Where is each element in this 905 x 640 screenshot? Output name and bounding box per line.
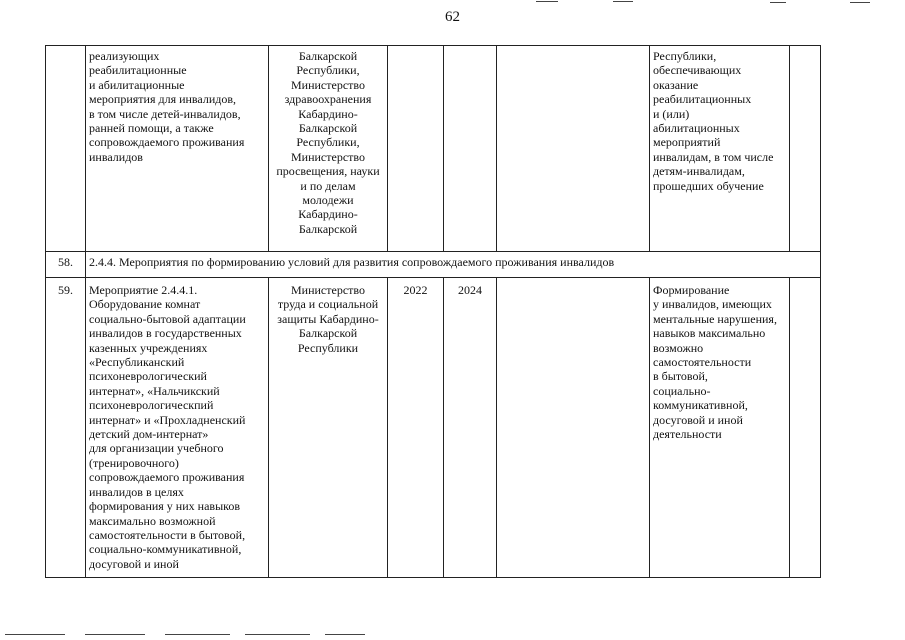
executors-cell: Балкарской Республики, Министерство здравоохранения Кабардино- Балкарской Республики, Министерство просвещения, науки и по делам молодежи Кабардино- Балкарской [269,46,388,252]
scan-mark-top-4 [850,2,870,3]
last-cell [790,46,821,252]
scan-mark-bottom-2 [85,634,145,635]
table-row-continuation [46,46,821,252]
start-year-cell: 2022 [388,278,444,578]
program-table [45,45,821,578]
scan-mark-top-2 [613,1,633,2]
event-cell: Мероприятие 2.4.4.1. Оборудование комнат социально-бытовой адаптации инвалидов в государственных казенных учреждениях «Республиканский психоневрологический интернат», «Нальчикский психоневрологическпий интернат» и «Прохладненский детский дом-интернат» для организации учебного (тренировочного) сопровождаемого проживания инвалидов в целях формирования у них навыков максимально возможной самостоятельности в бытовой, социально-коммуникативной, досуговой и иной [86,278,269,578]
scan-mark-bottom-1 [5,634,65,635]
end-year-cell [444,46,497,252]
scan-mark-bottom-3 [165,634,230,635]
table-row-section-58 [46,252,821,278]
last-cell [790,278,821,578]
end-year-cell: 2024 [444,278,497,578]
empty-cell [497,278,650,578]
empty-cell [497,46,650,252]
scan-mark-bottom-5 [325,634,365,635]
scan-mark-top-1 [536,1,558,2]
start-year-cell [388,46,444,252]
row-number-cell: 58. [46,252,86,278]
scan-mark-top-3 [770,2,786,3]
scan-mark-bottom-4 [245,634,310,635]
row-number-cell [46,46,86,252]
table-row-59 [46,278,821,578]
event-cell: реализующих реабилитационные и абилитационные мероприятия для инвалидов, в том числе детей-инвалидов, ранней помощи, а также сопровождаемого проживания инвалидов [86,46,269,252]
executors-cell: Министерство труда и социальной защиты Кабардино- Балкарской Республики [269,278,388,578]
row-number-cell: 59. [46,278,86,578]
page-number: 62 [445,9,460,25]
result-cell: Формирование у инвалидов, имеющих ментальные нарушения, навыков максимально возможно самостоятельности в бытовой, социально- коммуникативной, досуговой и иной деятельности [650,278,790,578]
result-cell: Республики, обеспечивающих оказание реабилитационных и (или) абилитационных мероприятий инвалидам, в том числе детям-инвалидам, прошедших обучение [650,46,790,252]
section-title-cell: 2.4.4. Мероприятия по формированию условий для развития сопровождаемого проживания инвалидов [86,252,821,278]
